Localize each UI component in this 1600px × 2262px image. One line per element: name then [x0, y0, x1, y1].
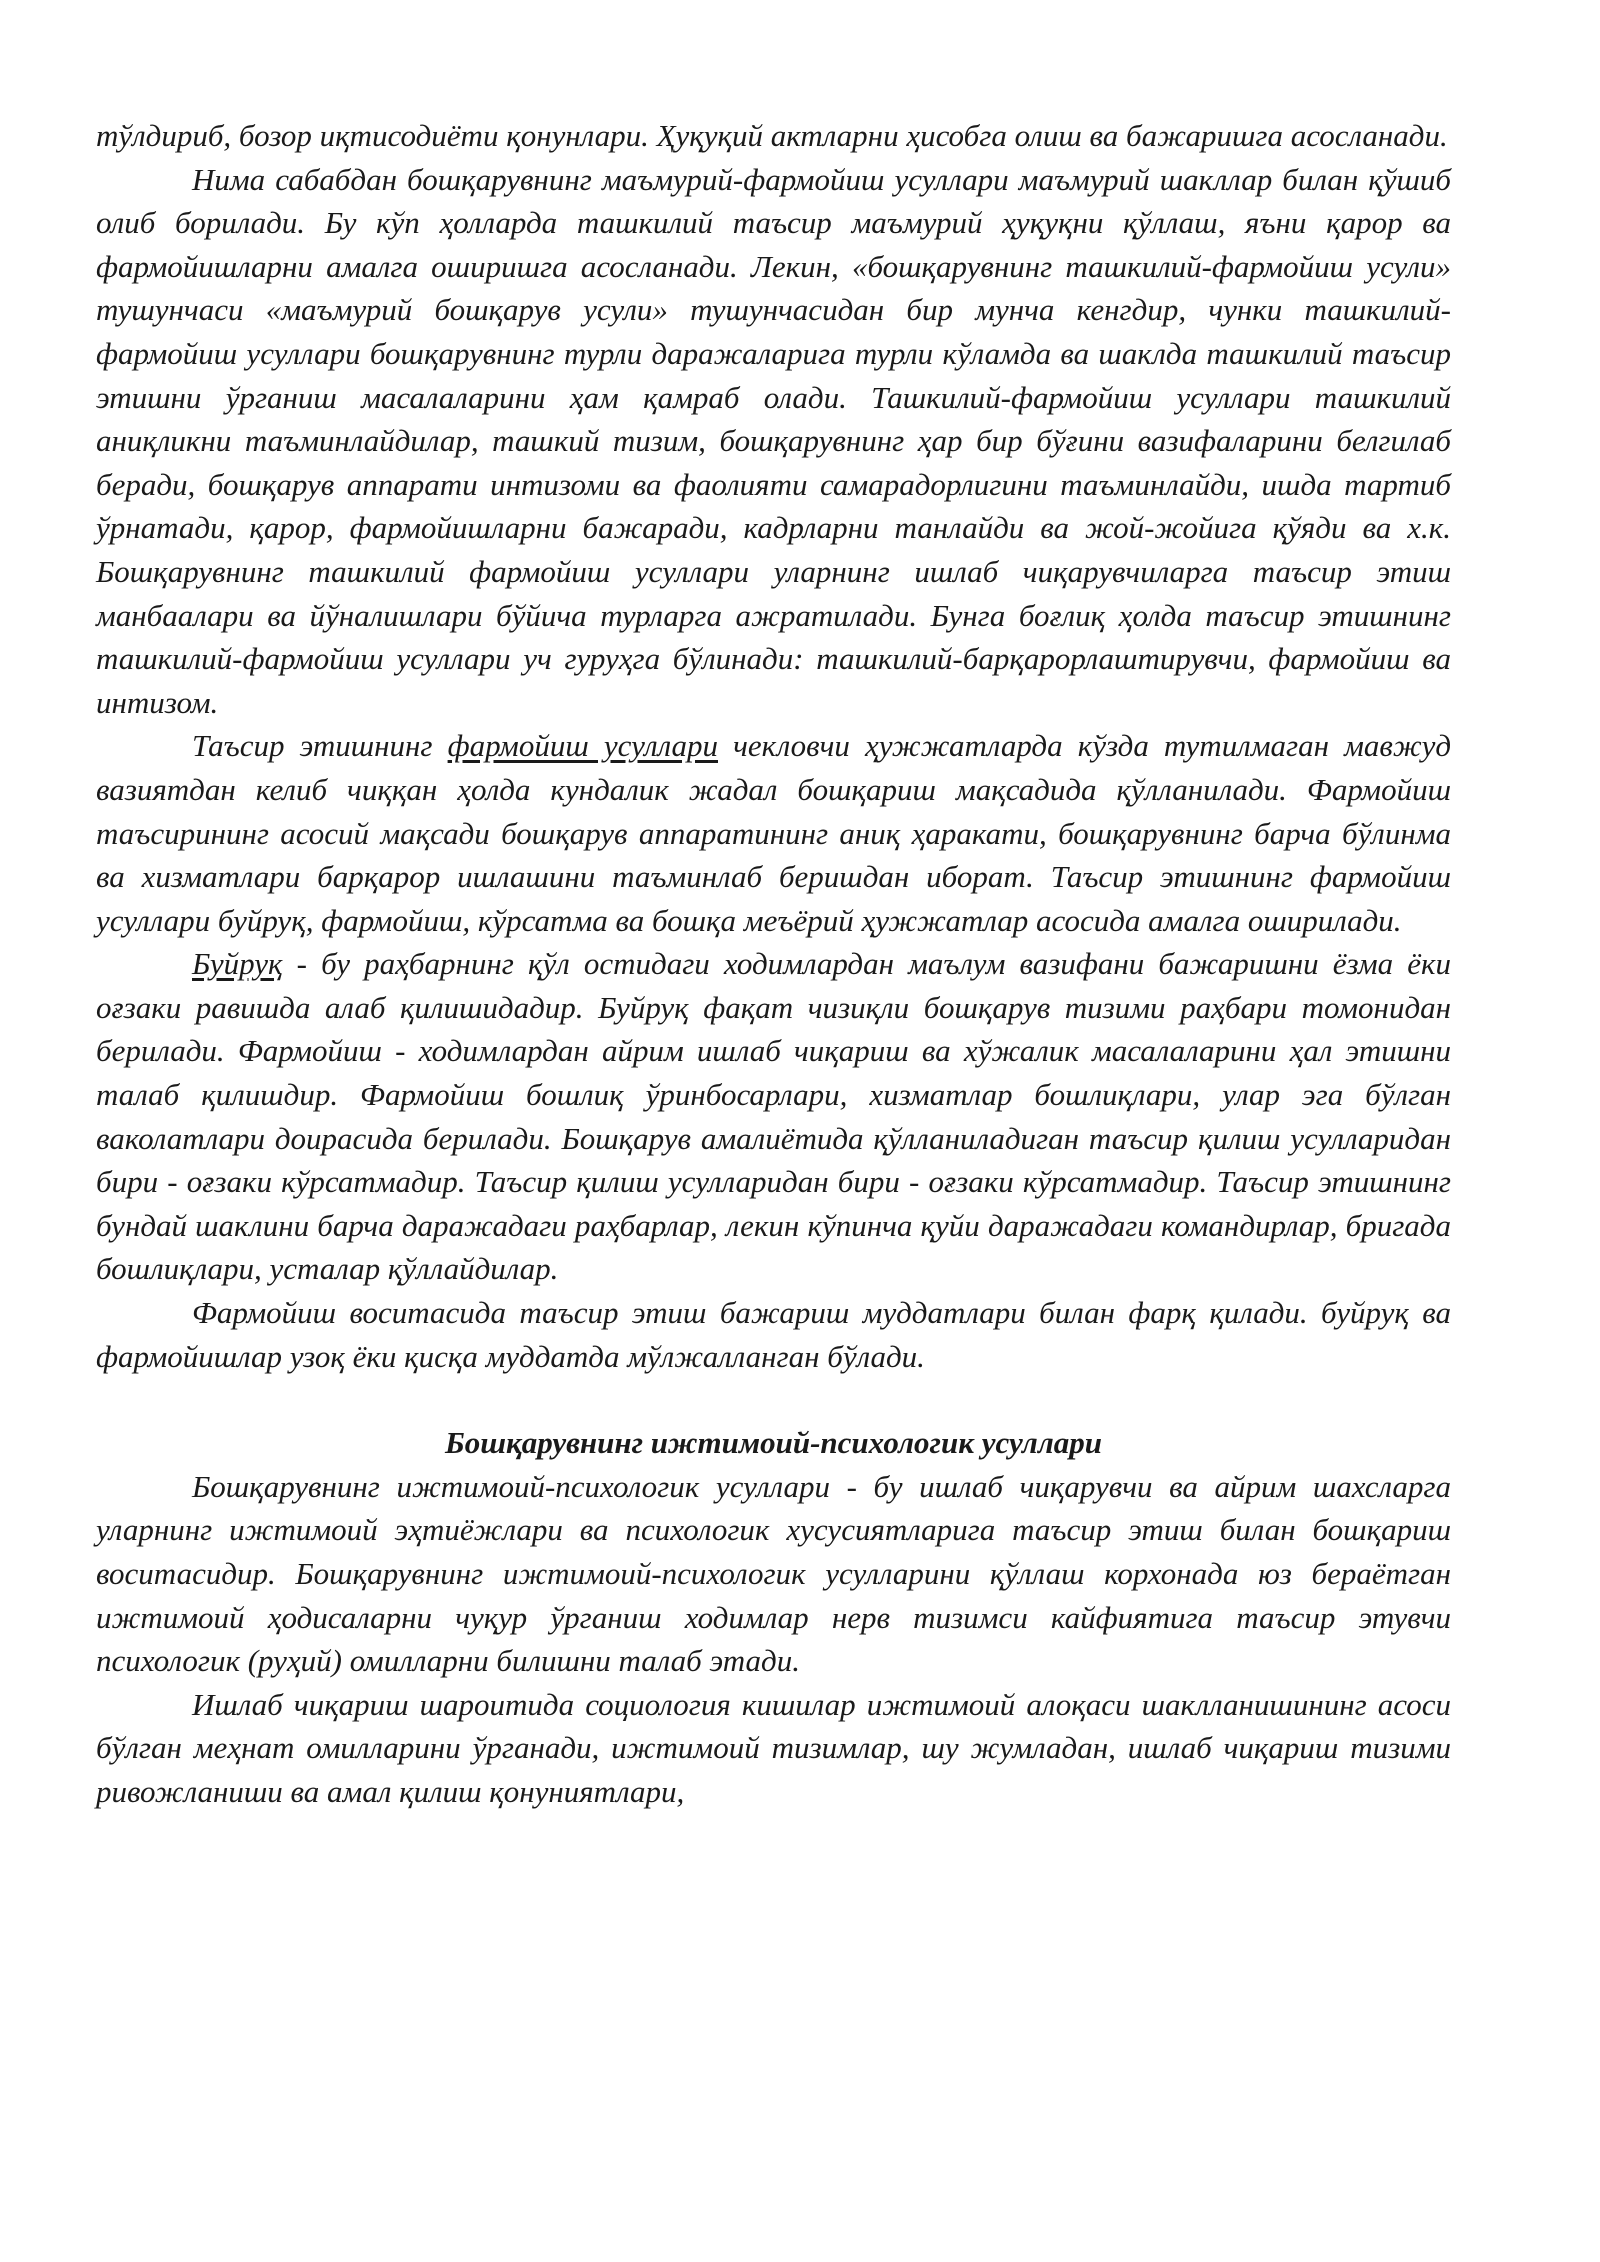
paragraph-order-definition — [96, 942, 1451, 1291]
section-heading: Бошқарувнинг ижтимоий-психологик усуллари — [445, 1425, 1102, 1461]
paragraph-directive-methods — [96, 724, 1451, 942]
underlined-term: Буйруқ — [192, 946, 283, 982]
paragraph-continuation: тўлдириб, бозор иқтисодиёти қонунлари. Ҳуқуқий актларни ҳисобга олиш ва бажаришга асосланади. — [96, 118, 1448, 153]
text-run: Таъсир этишнинг — [192, 728, 448, 764]
paragraph-socio-psychological-methods: Бошқарувнинг ижтимоий-психологик усуллари - бу ишлаб чиқарувчи ва айрим шахсларга уларнинг ижтимоий эҳтиёжлари ва психологик хусусиятларига таъсир этиш билан бошқариш воситасидир. Бошқарувнинг ижтимоий-психологик усулларини қўллаш корхонада юз бераётган ижтимоий ҳодисаларни чуқур ўрганиш ходимлар нерв тизимси кайфиятига таъсир этувчи психологик (руҳий) омилларни билишни талаб этади. — [96, 1468, 1451, 1679]
document-body — [96, 114, 1451, 1814]
underlined-term: фармойиш усуллари — [447, 728, 718, 764]
text-run: чекловчи ҳужжатларда кўзда тутилмаган мавжуд вазиятдан келиб чиққан ҳолда кундалик жадал бошқариш мақсадида қўлланилади. Фармойиш таъсирининг асосий мақсади бошқарув аппаратининг аниқ ҳаракати, бошқарувнинг барча бўлинма ва хизматлари барқарор ишлашини таъминлаб беришдан иборат. Таъсир этишнинг фармойиш усуллари буйруқ, фармойиш, кўрсатма ва бошқа меъёрий ҳужжатлар асосида амалга оширилади. — [96, 728, 1452, 938]
paragraph-administrative-methods: Нима сабабдан бошқарувнинг маъмурий-фармойиш усуллари маъмурий шакллар билан қўшиб олиб борилади. Бу кўп ҳолларда ташкилий таъсир маъмурий ҳуқуқни қўллаш, яъни қарор ва фармойишларни амалга оширишга асосланади. Лекин, «бошқарувнинг ташкилий-фармойиш усули» тушунчаси «маъмурий бошқарув усули» тушунчасидан бир мунча кенгдир, чунки ташкилий-фармойиш усуллари бошқарувнинг турли даражаларига турли кўламда ва шаклда ташкилий таъсир этишни ўрганиш масалаларини ҳам қамраб олади. Ташкилий-фармойиш усуллари ташкилий аниқликни таъминлайдилар, ташкий тизим, бошқарувнинг ҳар бир бўғини вазифаларини белгилаб беради, бошқарув аппарати интизоми ва фаолияти самарадорлигини таъминлайди, ишда тартиб ўрнатади, қарор, фармойишларни бажаради, кадрларни танлайди ва жой-жойига қўяди ва х.к. Бошқарувнинг ташкилий фармойиш усуллари уларнинг ишлаб чиқарувчиларга таъсир этиш манбаалари ва йўналишлари бўйича турларга ажратилади. Бунга боғлиқ ҳолда таъсир этишнинг ташкилий-фармойиш усуллари уч гуруҳга бўлинади: ташкилий-барқарорлаштирувчи, фармойиш ва интизом. — [96, 161, 1451, 720]
paragraph-sociology: Ишлаб чиқариш шароитида социология кишилар ижтимоий алоқаси шаклланишининг асоси бўлган меҳнат омилларини ўрганади, ижтимоий тизимлар, шу жумладан, ишлаб чиқариш тизими ривожланиши ва амал қилиш қонуниятлари, — [96, 1686, 1451, 1809]
text-run: - бу раҳбарнинг қўл остидаги ходимлардан маълум вазифани бажаришни ёзма ёки оғзаки равишда алаб қилишидадир. Буйруқ фақат чизиқли бошқарув тизими раҳбари томонидан берилади. Фармойиш - ходимлардан айрим ишлаб чиқариш ва хўжалик масалаларини ҳал этишни талаб қилишдир. Фармойиш бошлиқ ўринбосарлари, хизматлар бошлиқлари, улар эга бўлган ваколатлари доирасида берилади. Бошқарув амалиётида қўлланиладиган таъсир қилиш усулларидан бири - оғзаки кўрсатмадир. Таъсир қилиш усулларидан бири - оғзаки кўрсатмадир. Таъсир этишнинг бундай шаклини барча даражадаги раҳбарлар, лекин кўпинча қуйи даражадаги командирлар, бригада бошлиқлари, усталар қўллайдилар. — [96, 946, 1451, 1287]
paragraph-directive-deadlines: Фармойиш воситасида таъсир этиш бажариш муддатлари билан фарқ қилади. буйруқ ва фармойишлар узоқ ёки қисқа муддатда мўлжалланган бўлади. — [96, 1295, 1451, 1374]
